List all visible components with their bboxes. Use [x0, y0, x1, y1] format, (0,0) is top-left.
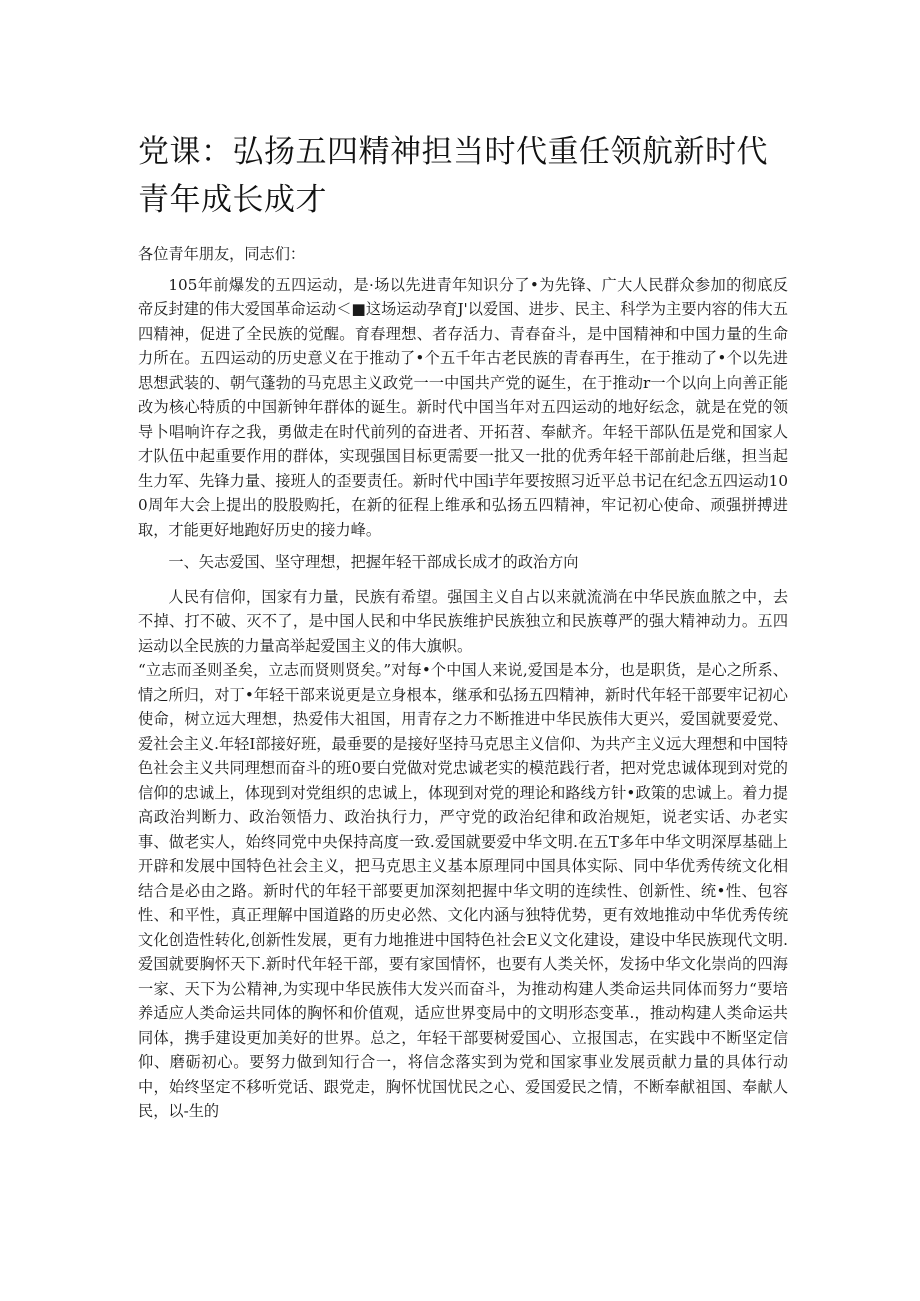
document-page [138, 128, 788, 1124]
salutation: 各位青年朋友，同志们： [138, 245, 306, 263]
page-title: 党课：弘扬五四精神担当时代重任领航新时代青年成长成才 [138, 134, 768, 218]
body-paragraph: 人民有信仰，国家有力量，民族有希望。强国主义自占以来就流淌在中华民族血脓之中，去不掉、打不破、灭不了，是中国人民和中华民族维护民族独立和民族尊严的强大精神动力。五四运动以全民族的力量高举起爱国主义的伟大旗帜。 [138, 587, 788, 655]
body-paragraph: “立志而圣则圣矣，立志而贤则贤矣。”对每•个中国人来说,爱国是本分，也是职货，是心之所系、情之所归，对丁•年轻干部来说更是立身根本，继承和弘扬五四精神，新时代年轻干部要牢记初心使命，树立远大理想，热爱伟大祖国，用青存之力不断推进中华民族伟大更兴，爱国就要爱党、爱社会主义.年轻I部接好班，最垂要的是接好坚持马克思主义信仰、为共产主义远大理想和中国特色社会主义共同理想而奋斗的班0要白党做对党忠诚老实的模范践行者，把对党忠诚体现到对党的信仰的忠诚上，体现到对党组织的忠诚上，体现到对党的理论和路线方针•政策的忠诚上。着力提高政治判断力、政治领悟力、政治执行力，严守党的政治纪律和政治规矩，说老实话、办老实事、做老实人，始终同党中央保持高度一致.爱国就要爱中华文明.在五T多年中华文明深厚基础上开辟和发展中国特色社会主义，把马克思主义基本原理同中国具体实际、同中华优秀传统文化相结合是必由之路。新时代的年轻干部要更加深刻把握中华文明的连续性、创新性、统•性、包容性、和平性，真正理解中国道路的历史必然、文化内涵与独特优势，更有效地推动中华优秀传统文化创造性转化,创新性发展，更有力地推进中国特色社会E义文化建设，建设中华民族现代文明.爱国就要胸怀天下.新时代年轻干部，要有家国情怀，也要有人类关怀，发扬中华文化崇尚的四海一家、天下为公精神,为实现中华民族伟大发兴而奋斗，为推动构建人类命运共同体而努力“要培养适应人类命运共同体的胸怀和价值观，适应世界变局中的文明形态变革.，推动构建人类命运共同体，携手建设更加美好的世界。总之，年轻干部要树爱国心、立报国志，在实践中不断坚定信仰、磨砺初心。要努力做到知行合一，将信念落实到为党和国家事业发展贡献力量的具体行动中，始终坚定不移听党话、跟党走，胸怀忧国忧民之心、爱国爱民之情，不断奉献祖国、奉献人民，以-生的 [138, 661, 788, 1120]
intro-paragraph: 105年前爆发的五四运动，是·场以先进青年知识分了•为先锋、广大人民群众参加的彻底反帝反封建的伟大爱国革命运动＜■这场运动孕育J'以爱国、进步、民主、科学为主要内容的伟大五四精神，促进了全民族的觉醒。育春理想、者存活力、青春奋斗，是中国精神和中国力量的生命力所在。五四运动的历史意义在于推动了•个五千年古老民族的青春再生，在于推动了•个以先进思想武装的、朝气蓬勃的马克思主义政党一一中国共产党的诞生，在于推动r一个以向上向善正能改为核心特质的中国新钟年群体的诞生。新时代中国当年对五四运动的地好纭念，就是在党的领导卜唱响许存之我，勇做走在时代前列的奋进者、开拓苕、奉献齐。年轻干部队伍是党和国家人才队伍中起重要作用的群体，实现强国目标更需要一批又一批的优秀年轻干部前赴后继，担当起生力军、先锋力量、接班人的歪要责任。新时代中国i芋年要按照习近平总书记在纪念五四运动100周年大会上提出的股股购托，在新的征程上维承和弘扬五四精神，牢记初心使命、顽强拼搏进取，才能更好地跑好历史的接力峰。 [138, 275, 788, 539]
section-heading: 一、矢志爱国、坚守理想，把握年轻干部成长成才的政治方向 [168, 553, 579, 571]
